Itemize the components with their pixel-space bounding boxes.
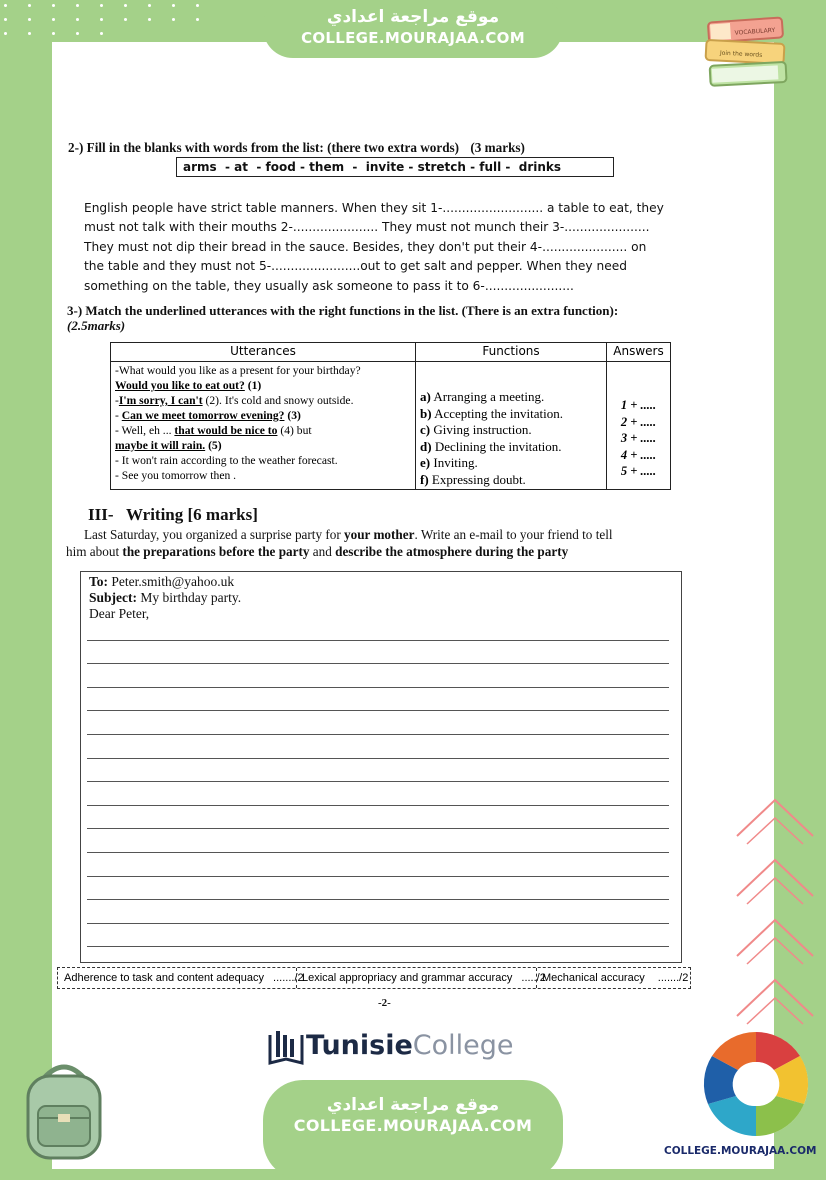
- fill-blanks-paragraph: [84, 199, 684, 296]
- fill-line-3: They must not dip their bread in the sauce. Besides, they don't put their 4-...................... on: [84, 239, 647, 254]
- email-writing-box[interactable]: [80, 571, 682, 963]
- prompt-bold-2: the preparations before the party: [122, 543, 310, 559]
- writing-heading: III- Writing [6 marks]: [88, 505, 258, 524]
- utterance-line-8: - See you tomorrow then .: [115, 469, 237, 482]
- answer-4[interactable]: 4 + .....: [620, 447, 657, 462]
- utterance-2: I'm sorry, I can't: [118, 394, 203, 407]
- function-b-letter: b): [420, 405, 432, 421]
- rubric-item-2: [302, 968, 546, 988]
- function-d-letter: d): [420, 438, 432, 454]
- prompt-part-1: Last Saturday, you organized a surprise party for: [84, 527, 345, 542]
- section2-marks: (3 marks): [470, 140, 525, 155]
- match-table: [110, 342, 671, 490]
- rubric-3-score: ......./2: [657, 972, 689, 984]
- section3-title: [67, 303, 717, 333]
- header-functions: Functions: [416, 343, 607, 362]
- function-b-text: Accepting the invitation.: [434, 405, 563, 421]
- utterance-3: Can we meet tomorrow evening?: [121, 409, 285, 422]
- footer-url[interactable]: COLLEGE.MOURAJAA.COM: [293, 1116, 533, 1135]
- tunisie-college-logo: [266, 1026, 514, 1066]
- utterance-line-1: -What would you like as a present for your birthday?: [115, 364, 361, 377]
- books-stack-icon: [700, 12, 792, 98]
- chevron-up-icon: [735, 910, 815, 970]
- rubric-item-1: [64, 968, 304, 988]
- utterances-cell: [111, 362, 416, 490]
- chevron-up-icon: [735, 970, 815, 1030]
- utterance-1-number: (1): [247, 379, 262, 392]
- rubric-1-label: Adherence to task and content adequacy: [64, 972, 264, 984]
- answer-2[interactable]: 2 + .....: [620, 414, 657, 429]
- prompt-part-3: him about: [66, 543, 123, 559]
- college-circle-logo-icon: [694, 1024, 818, 1140]
- header-utterances: Utterances: [111, 343, 416, 362]
- college-badge-url[interactable]: COLLEGE.MOURAJAA.COM: [664, 1145, 817, 1157]
- utterance-line-5-prefix: - Well, eh ...: [115, 424, 175, 437]
- logo-text-light: College: [412, 1030, 514, 1061]
- chevron-up-icon: [735, 790, 815, 850]
- prompt-part-2: . Write an e-mail to your friend to tell: [414, 527, 613, 542]
- rubric-item-3: [542, 968, 688, 988]
- function-c-letter: c): [420, 422, 431, 437]
- utterance-1: Would you like to eat out?: [115, 379, 245, 392]
- fill-line-1: English people have strict table manners. When they sit 1-.......................... a table to eat, they: [84, 201, 664, 215]
- function-f: [420, 472, 602, 489]
- prompt-part-4: and: [309, 543, 336, 559]
- footer-arabic-title: موقع مراجعة اعدادي: [326, 1095, 500, 1115]
- function-d-text: Declining the invitation.: [434, 438, 562, 454]
- page-number: -2-: [378, 997, 391, 1009]
- rubric-2-label: Lexical appropriacy and grammar accuracy: [302, 972, 513, 984]
- rubric-2-score: ...../2: [521, 972, 546, 984]
- rubric-3-label: Mechanical accuracy: [542, 972, 645, 984]
- function-d: [420, 439, 602, 456]
- answer-3[interactable]: 3 + .....: [620, 431, 657, 445]
- utterance-line-3-rest: (2). It's cold and snowy outside.: [205, 394, 354, 407]
- to-value: Peter.smith@yahoo.uk: [108, 574, 235, 589]
- word-list-box: arms - at - food - them - invite - stretch - full - drinks: [176, 157, 614, 177]
- function-a-text: Arranging a meeting.: [433, 389, 545, 404]
- function-b: [420, 406, 602, 423]
- book1-title: VOCABULARY: [734, 26, 776, 37]
- function-f-text: Expressing doubt.: [431, 471, 526, 487]
- utterance-5: maybe it will rain.: [115, 439, 206, 452]
- backpack-icon: [14, 1056, 114, 1162]
- prompt-bold-1: your mother: [344, 527, 415, 542]
- to-label: To:: [89, 574, 109, 589]
- rubric-1-score: ......./2: [273, 972, 304, 984]
- header-url[interactable]: COLLEGE.MOURAJAA.COM: [301, 29, 525, 47]
- function-a-letter: a): [420, 389, 431, 404]
- rubric-bar: [57, 967, 691, 989]
- section2-title-text: 2-) Fill in the blanks with words from the list: (there two extra words): [68, 140, 460, 155]
- section3-marks: (2.5marks): [67, 318, 126, 333]
- book2-title: Join the words: [719, 49, 763, 59]
- functions-cell: [416, 362, 607, 490]
- answer-5[interactable]: 5 + .....: [620, 464, 657, 478]
- function-f-letter: f): [420, 471, 429, 487]
- answers-cell: [607, 362, 671, 490]
- utterance-line-7: - It won't rain according to the weather forecast.: [115, 454, 338, 467]
- utterance-5-number: (5): [205, 439, 222, 452]
- section2-title: [68, 140, 525, 156]
- function-c: [420, 422, 602, 439]
- logo-text-bold: Tunisie: [306, 1030, 413, 1061]
- footer-site-tab[interactable]: [263, 1080, 563, 1180]
- writing-prompt: [66, 527, 706, 560]
- utterance-4: that would be nice to: [174, 424, 278, 437]
- fill-line-5: something on the table, they usually ask someone to pass it to 6-.......................: [84, 278, 574, 293]
- utterance-line-4-prefix: -: [115, 409, 122, 422]
- prompt-bold-3: describe the atmosphere during the party: [335, 543, 569, 559]
- email-greeting: Dear Peter,: [89, 606, 150, 621]
- chevron-up-icon: [735, 850, 815, 910]
- email-header: [89, 574, 241, 622]
- header-arabic-title: موقع مراجعة اعدادي: [326, 7, 500, 27]
- section3-title-text: 3-) Match the underlined utterances with the right functions in the list. (There is an extra function):: [67, 303, 619, 318]
- fill-line-2: must not talk with their mouths 2-...................... They must not munch their 3-......................: [84, 220, 650, 235]
- header-answers: Answers: [607, 343, 671, 362]
- function-a: [420, 389, 602, 406]
- header-site-tab[interactable]: [263, 0, 563, 58]
- subject-value: My birthday party.: [137, 590, 242, 605]
- utterance-line-3-prefix: -: [115, 394, 119, 407]
- utterance-3-number: (3): [284, 409, 301, 422]
- subject-label: Subject:: [89, 590, 137, 605]
- function-e: [420, 455, 602, 472]
- answer-1[interactable]: 1 + .....: [620, 398, 657, 412]
- fill-line-4: the table and they must not 5-.......................out to get salt and pepper. When they need: [84, 259, 627, 274]
- decorative-dots: [4, 4, 204, 44]
- book-logo-icon: [266, 1027, 306, 1067]
- function-c-text: Giving instruction.: [433, 422, 532, 437]
- function-e-text: Inviting.: [433, 455, 478, 470]
- utterance-line-5-rest: (4) but: [277, 424, 312, 437]
- function-e-letter: e): [420, 455, 431, 470]
- writing-lines: [87, 617, 669, 947]
